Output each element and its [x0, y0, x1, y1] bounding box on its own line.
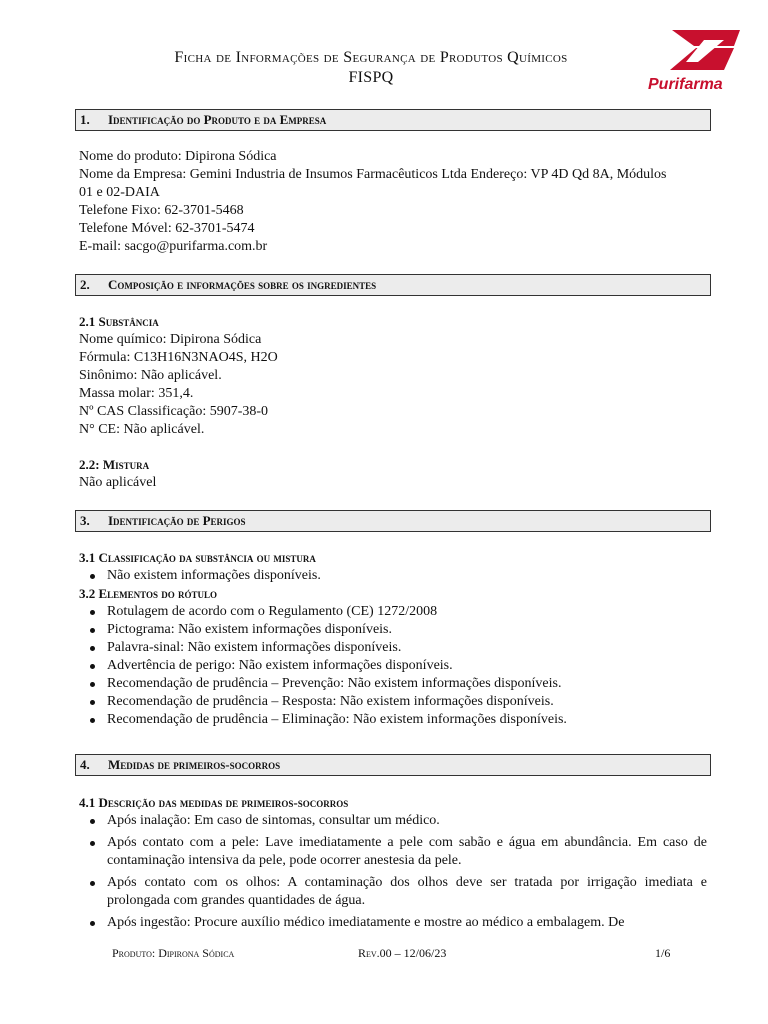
list-item: Pictograma: Não existem informações disponíveis. [79, 621, 707, 639]
logo-wordmark: Purifarma [648, 76, 723, 93]
subsection-title: 2.2: Mistura [79, 457, 150, 472]
list-item: Não existem informações disponíveis. [79, 567, 707, 585]
subsection-title: 3.2 Elementos do rótulo [79, 586, 218, 601]
list-item: Após contato com a pele: Lave imediatamente a pele com sabão e água em abundância. Em caso de contaminação intensiva da pele, pode ocorrer anestesia da pele. [79, 834, 707, 870]
subsection-title: 4.1 Descrição das medidas de primeiros-socorros [79, 795, 349, 810]
section-title: Composição e informações sobre os ingredientes [108, 277, 377, 292]
section-number: 2. [80, 277, 90, 292]
section-number: 4. [80, 757, 90, 772]
list-item: Recomendação de prudência – Resposta: Não existem informações disponíveis. [79, 693, 707, 711]
section-title: Medidas de primeiros-socorros [108, 757, 281, 772]
ce-line: N° CE: Não aplicável. [79, 422, 205, 437]
cas-line: Nº CAS Classificação: 5907-38-0 [79, 404, 269, 419]
footer-product: Produto: Dipirona Sódica [112, 946, 235, 960]
section-title: Identificação do Produto e da Empresa [108, 112, 327, 127]
section-title: Identificação de Perigos [108, 513, 246, 528]
list-item: Advertência de perigo: Não existem informações disponíveis. [79, 657, 707, 675]
section-1-body [79, 148, 707, 256]
title-line-1: Ficha de Informações de Segurança de Produtos Químicos [174, 49, 568, 66]
phone-line: Telefone Fixo: 62-3701-5468 [79, 203, 244, 218]
molar-mass-line: Massa molar: 351,4. [79, 386, 194, 401]
label-elements-list [79, 603, 707, 729]
section-number: 1. [80, 112, 90, 127]
list-item: Palavra-sinal: Não existem informações disponíveis. [79, 639, 707, 657]
section-1-header [75, 109, 711, 131]
formula-line: Fórmula: C13H16N3NAO4S, H2O [79, 350, 278, 365]
email-line: E-mail: sacgo@purifarma.com.br [79, 239, 268, 254]
footer-page-number: 1/6 [655, 946, 671, 960]
list-item: Após inalação: Em caso de sintomas, consultar um médico. [79, 812, 707, 830]
document-title [90, 48, 652, 88]
section-3-body [79, 549, 707, 729]
list-item: Após contato com os olhos: A contaminação dos olhos deve ser tratada por irrigação imediata e prolongada com grandes quantidades de água. [79, 874, 707, 910]
subsection-title: 3.1 Classificação da substância ou mistura [79, 550, 316, 565]
section-2-body [79, 313, 707, 439]
section-2-mixture [79, 456, 707, 492]
mixture-text: Não aplicável [79, 475, 157, 490]
section-number: 3. [80, 513, 90, 528]
title-line-2: FISPQ [348, 69, 394, 86]
first-aid-list [79, 812, 707, 932]
list-item: Após ingestão: Procure auxílio médico imediatamente e mostre ao médico a embalagem. De [79, 914, 707, 932]
classification-list [79, 567, 707, 585]
section-3-header [75, 510, 711, 532]
mobile-line: Telefone Móvel: 62-3701-5474 [79, 221, 255, 236]
list-item: Recomendação de prudência – Prevenção: Não existem informações disponíveis. [79, 675, 707, 693]
section-4-body [79, 794, 707, 932]
company-line-cont: 01 e 02-DAIA [79, 185, 160, 200]
list-item: Rotulagem de acordo com o Regulamento (CE) 1272/2008 [79, 603, 707, 621]
product-name-line: Nome do produto: Dipirona Sódica [79, 149, 277, 164]
section-2-header [75, 274, 711, 296]
section-4-header [75, 754, 711, 776]
footer-revision: Rev.00 – 12/06/23 [358, 946, 447, 960]
list-item: Recomendação de prudência – Eliminação: Não existem informações disponíveis. [79, 711, 707, 729]
subsection-title: 2.1 Substância [79, 314, 159, 329]
synonym-line: Sinônimo: Não aplicável. [79, 368, 222, 383]
company-line: Nome da Empresa: Gemini Industria de Insumos Farmacêuticos Ltda Endereço: VP 4D Qd 8A, Módulos [79, 167, 667, 182]
chemical-name-line: Nome químico: Dipirona Sódica [79, 332, 262, 347]
